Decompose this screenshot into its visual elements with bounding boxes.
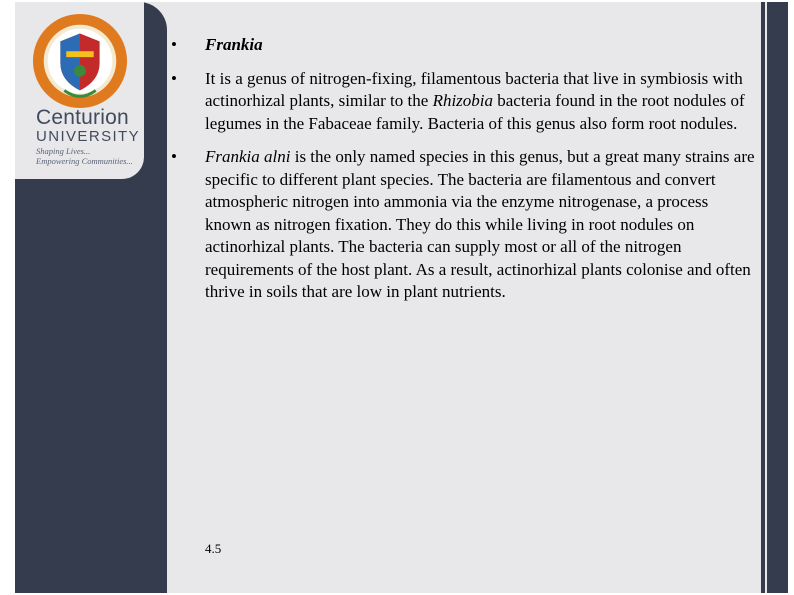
brand-university: UNIVERSITY (36, 128, 141, 145)
rhizobia-term: Rhizobia (432, 91, 494, 110)
page-number: 4.5 (205, 541, 222, 556)
slide-title: Frankia (205, 35, 263, 54)
brand-tagline (36, 146, 133, 166)
bullet-title (171, 34, 757, 57)
tagline-line-2: Empowering Communities... (36, 156, 133, 166)
bullet-definition (171, 68, 757, 136)
right-accent-bar-thin (761, 2, 765, 593)
definition-text-end: bacteria found in the root nodules of legumes in the Fabaceae family. Bacteria of this genus also form root nodules. (205, 91, 745, 133)
bullet-species-text (205, 147, 755, 301)
bullet-dot: • (171, 35, 177, 54)
species-text: is the only named species in this genus, but a great many strains are specific to different plant species. The bacteria are filamentous and convert atmospheric nitrogen into ammonia via the enzyme nitrogenase, a process known as nitrogen fixation. They do this while living in root nodules on actinorhizal plants. The bacteria can supply most or all of the nitrogen requirements of the host plant. As a result, actinorhizal plants colonise and often thrive in soils that are low in plant nutrients. (205, 147, 755, 301)
right-accent-bar (767, 2, 788, 593)
bullet-definition-text (205, 69, 745, 133)
species-term: Frankia alni (205, 147, 291, 166)
definition-text-start: It is a genus of nitrogen-fixing, filamentous bacteria that live in symbiosis with actinorhizal plants, similar to the (205, 68, 743, 110)
university-seal-icon (31, 12, 129, 110)
brand-name: Centurion (36, 106, 129, 129)
tagline-line-1: Shaping Lives... (36, 146, 91, 156)
bullet-species (171, 146, 757, 304)
bullet-dot: • (171, 68, 177, 88)
bullet-dot: • (171, 147, 177, 166)
slide-content (171, 34, 757, 315)
